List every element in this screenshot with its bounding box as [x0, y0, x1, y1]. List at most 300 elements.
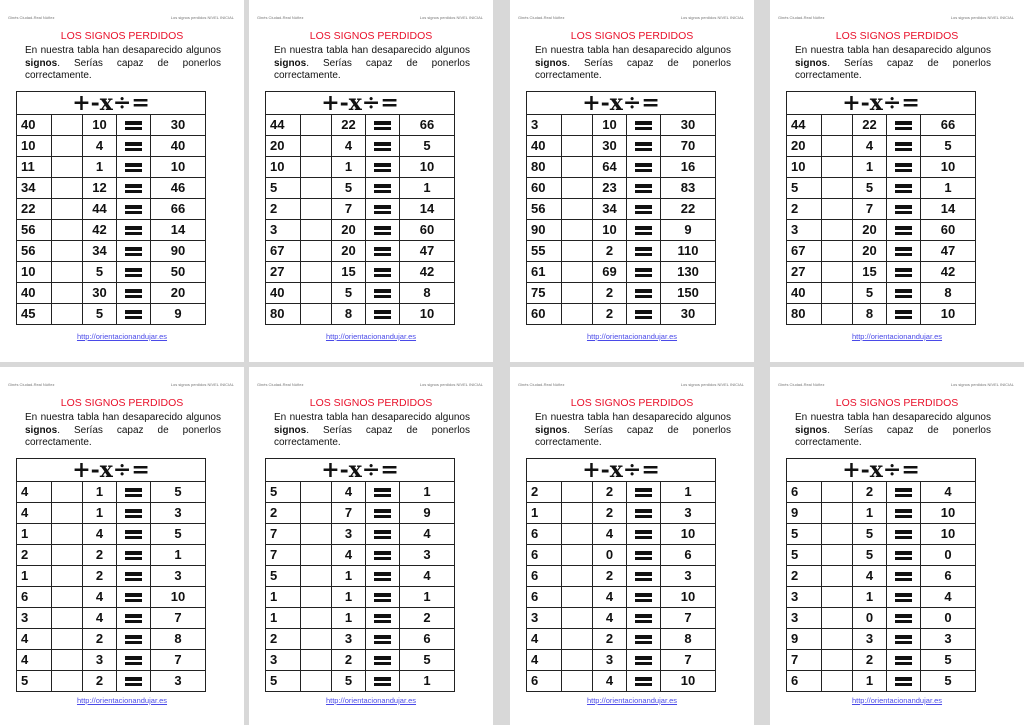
equals-icon: [635, 676, 652, 687]
header-doc-name: Los signos perdidos NIVEL INICIAL: [680, 382, 744, 387]
operand-2: 2: [853, 650, 887, 671]
equals-icon: [125, 550, 142, 561]
equals-icon: [895, 487, 912, 498]
instructions-bold: signos: [535, 57, 568, 69]
missing-sign-cell[interactable]: [562, 304, 593, 325]
operand-1: 5: [266, 482, 301, 503]
missing-sign-cell[interactable]: [301, 524, 332, 545]
table-row: [527, 262, 716, 283]
result: 5: [151, 482, 206, 503]
missing-sign-cell[interactable]: [822, 304, 853, 325]
operand-1: 5: [787, 545, 822, 566]
result: 10: [151, 587, 206, 608]
equals-cell: [627, 524, 661, 545]
worksheet-page[interactable]: [0, 367, 244, 725]
header-author: Ginés Ciudad-Real Núñez: [257, 15, 304, 20]
equals-cell: [887, 482, 921, 503]
website-link[interactable]: http://orientacionandujar.es: [586, 696, 678, 705]
operand-1: 4: [527, 629, 562, 650]
missing-sign-cell[interactable]: [562, 220, 593, 241]
missing-sign-cell[interactable]: [52, 115, 83, 136]
missing-sign-cell[interactable]: [52, 608, 83, 629]
equals-cell: [117, 482, 151, 503]
operand-1: 6: [17, 587, 52, 608]
instructions: [25, 45, 221, 83]
missing-sign-cell[interactable]: [52, 671, 83, 692]
table-row: [17, 262, 206, 283]
result: 8: [661, 629, 716, 650]
worksheet-page[interactable]: [770, 367, 1024, 725]
table-row: [787, 566, 976, 587]
equals-icon: [374, 246, 391, 257]
missing-sign-cell[interactable]: [822, 608, 853, 629]
operand-2: 10: [593, 115, 627, 136]
instructions-text-1: En nuestra tabla han desaparecido algunos: [795, 45, 991, 56]
missing-sign-cell[interactable]: [822, 136, 853, 157]
instructions-text-2: . Serías capaz de ponerlos correctamente.: [535, 57, 731, 81]
missing-sign-cell[interactable]: [562, 241, 593, 262]
worksheet-title: LOS SIGNOS PERDIDOS: [60, 397, 184, 409]
equals-cell: [627, 136, 661, 157]
missing-sign-cell[interactable]: [301, 587, 332, 608]
operand-2: 1: [332, 608, 366, 629]
operator-symbols-header: +-x÷=: [17, 459, 206, 482]
missing-sign-cell[interactable]: [822, 524, 853, 545]
equals-cell: [117, 629, 151, 650]
operand-2: 1: [332, 587, 366, 608]
missing-sign-cell[interactable]: [52, 178, 83, 199]
missing-sign-cell[interactable]: [52, 566, 83, 587]
operand-1: 6: [527, 671, 562, 692]
missing-sign-cell[interactable]: [301, 503, 332, 524]
equals-cell: [117, 671, 151, 692]
equals-cell: [366, 283, 400, 304]
missing-sign-cell[interactable]: [301, 482, 332, 503]
operand-1: 6: [527, 566, 562, 587]
website-link[interactable]: http://orientacionandujar.es: [586, 332, 678, 341]
missing-sign-cell[interactable]: [562, 545, 593, 566]
equals-icon: [635, 183, 652, 194]
result: 42: [400, 262, 455, 283]
missing-sign-cell[interactable]: [301, 262, 332, 283]
website-link[interactable]: http://orientacionandujar.es: [851, 696, 943, 705]
missing-sign-cell[interactable]: [822, 178, 853, 199]
result: 3: [661, 503, 716, 524]
operand-2: 10: [83, 115, 117, 136]
missing-sign-cell[interactable]: [562, 262, 593, 283]
equals-icon: [125, 487, 142, 498]
result: 6: [921, 566, 976, 587]
table-row: [787, 629, 976, 650]
website-link[interactable]: http://orientacionandujar.es: [76, 696, 168, 705]
missing-sign-cell[interactable]: [301, 178, 332, 199]
operand-2: 4: [332, 545, 366, 566]
instructions-text-2: . Serías capaz de ponerlos correctamente.: [274, 424, 470, 448]
missing-sign-cell[interactable]: [822, 157, 853, 178]
missing-sign-cell[interactable]: [301, 650, 332, 671]
worksheet-page[interactable]: [249, 367, 493, 725]
missing-sign-cell[interactable]: [52, 262, 83, 283]
missing-sign-cell[interactable]: [301, 283, 332, 304]
instructions-text-1: En nuestra tabla han desaparecido algunos: [795, 412, 991, 423]
table-row: [787, 283, 976, 304]
table-row: [787, 241, 976, 262]
equals-icon: [635, 613, 652, 624]
worksheet-page[interactable]: [510, 367, 754, 725]
result: 50: [151, 262, 206, 283]
result: 6: [400, 629, 455, 650]
result: 10: [921, 503, 976, 524]
operand-2: 20: [332, 241, 366, 262]
worksheet-page[interactable]: [249, 0, 493, 362]
operator-symbols-header: +-x÷=: [787, 92, 976, 115]
operand-2: 0: [853, 608, 887, 629]
equals-cell: [627, 608, 661, 629]
equals-cell: [887, 241, 921, 262]
equals-cell: [117, 157, 151, 178]
operand-1: 80: [787, 304, 822, 325]
operand-1: 61: [527, 262, 562, 283]
equals-cell: [887, 283, 921, 304]
equals-cell: [627, 482, 661, 503]
result: 66: [400, 115, 455, 136]
equals-cell: [117, 650, 151, 671]
table-row: [266, 283, 455, 304]
instructions-bold: signos: [535, 424, 568, 436]
table-row: [17, 304, 206, 325]
table-row: [266, 304, 455, 325]
result: 10: [661, 671, 716, 692]
missing-sign-cell[interactable]: [301, 304, 332, 325]
table-row: [787, 671, 976, 692]
table-row: [787, 157, 976, 178]
missing-sign-cell[interactable]: [301, 545, 332, 566]
equals-icon: [125, 613, 142, 624]
missing-sign-cell[interactable]: [301, 241, 332, 262]
website-link[interactable]: http://orientacionandujar.es: [851, 332, 943, 341]
missing-sign-cell[interactable]: [822, 482, 853, 503]
operand-2: 22: [853, 115, 887, 136]
missing-sign-cell[interactable]: [822, 566, 853, 587]
equals-cell: [117, 503, 151, 524]
missing-sign-cell[interactable]: [562, 199, 593, 220]
equals-cell: [627, 283, 661, 304]
operand-2: 20: [332, 220, 366, 241]
missing-sign-cell[interactable]: [301, 671, 332, 692]
operand-1: 75: [527, 283, 562, 304]
missing-sign-cell[interactable]: [52, 220, 83, 241]
missing-sign-cell[interactable]: [822, 671, 853, 692]
missing-sign-cell[interactable]: [822, 115, 853, 136]
missing-sign-cell[interactable]: [52, 503, 83, 524]
operator-symbols-header: +-x÷=: [527, 92, 716, 115]
table-row: [266, 629, 455, 650]
equals-cell: [366, 482, 400, 503]
missing-sign-cell[interactable]: [52, 304, 83, 325]
operand-2: 20: [853, 220, 887, 241]
missing-sign-cell[interactable]: [301, 136, 332, 157]
header-doc-name: Los signos perdidos NIVEL INICIAL: [419, 15, 483, 20]
equals-icon: [374, 634, 391, 645]
instructions-bold: signos: [25, 424, 58, 436]
equals-icon: [374, 676, 391, 687]
result: 4: [400, 566, 455, 587]
table-row: [266, 220, 455, 241]
instructions-bold: signos: [274, 57, 307, 69]
worksheet-page[interactable]: [770, 0, 1024, 362]
table-row: [787, 650, 976, 671]
signs-table: [265, 91, 455, 325]
missing-sign-cell[interactable]: [822, 650, 853, 671]
result: 7: [661, 608, 716, 629]
result: 14: [400, 199, 455, 220]
instructions-text-2: . Serías capaz de ponerlos correctamente.: [25, 57, 221, 81]
worksheet-page[interactable]: [510, 0, 754, 362]
missing-sign-cell[interactable]: [562, 136, 593, 157]
table-row: [17, 482, 206, 503]
missing-sign-cell[interactable]: [562, 650, 593, 671]
missing-sign-cell[interactable]: [562, 608, 593, 629]
table-row: [266, 157, 455, 178]
header-author: Ginés Ciudad-Real Núñez: [518, 382, 565, 387]
equals-cell: [117, 136, 151, 157]
operand-1: 6: [527, 524, 562, 545]
equals-cell: [887, 503, 921, 524]
equals-cell: [627, 178, 661, 199]
equals-cell: [117, 178, 151, 199]
equals-cell: [627, 566, 661, 587]
operand-1: 44: [266, 115, 301, 136]
instructions-text-2: . Serías capaz de ponerlos correctamente.: [25, 424, 221, 448]
operand-2: 1: [853, 503, 887, 524]
missing-sign-cell[interactable]: [301, 608, 332, 629]
missing-sign-cell[interactable]: [52, 241, 83, 262]
operand-2: 2: [853, 482, 887, 503]
operand-2: 1: [83, 482, 117, 503]
equals-cell: [366, 587, 400, 608]
equals-cell: [366, 671, 400, 692]
table-row: [527, 136, 716, 157]
missing-sign-cell[interactable]: [52, 482, 83, 503]
equals-cell: [117, 566, 151, 587]
operand-1: 11: [17, 157, 52, 178]
worksheet-page[interactable]: [0, 0, 244, 362]
operand-2: 2: [593, 304, 627, 325]
missing-sign-cell[interactable]: [822, 629, 853, 650]
operand-2: 5: [332, 671, 366, 692]
instructions-text-1: En nuestra tabla han desaparecido algunos: [535, 45, 731, 56]
equals-icon: [635, 487, 652, 498]
operand-1: 6: [527, 545, 562, 566]
equals-icon: [374, 550, 391, 561]
equals-cell: [887, 304, 921, 325]
missing-sign-cell[interactable]: [822, 220, 853, 241]
operand-1: 44: [787, 115, 822, 136]
table-row: [17, 587, 206, 608]
table-row: [527, 220, 716, 241]
instructions-text-2: . Serías capaz de ponerlos correctamente.: [795, 57, 991, 81]
operand-1: 1: [17, 566, 52, 587]
operand-1: 3: [787, 587, 822, 608]
operand-1: 6: [527, 587, 562, 608]
operand-2: 5: [83, 262, 117, 283]
missing-sign-cell[interactable]: [52, 157, 83, 178]
equals-cell: [887, 566, 921, 587]
table-row: [266, 608, 455, 629]
operand-1: 1: [266, 587, 301, 608]
operand-1: 2: [266, 199, 301, 220]
equals-cell: [117, 262, 151, 283]
missing-sign-cell[interactable]: [562, 283, 593, 304]
table-row: [527, 283, 716, 304]
operand-1: 60: [527, 304, 562, 325]
operand-1: 4: [527, 650, 562, 671]
missing-sign-cell[interactable]: [562, 566, 593, 587]
missing-sign-cell[interactable]: [301, 115, 332, 136]
equals-cell: [117, 115, 151, 136]
equals-cell: [627, 545, 661, 566]
equals-icon: [125, 225, 142, 236]
missing-sign-cell[interactable]: [301, 566, 332, 587]
table-row: [17, 241, 206, 262]
equals-cell: [366, 304, 400, 325]
website-link[interactable]: http://orientacionandujar.es: [325, 696, 417, 705]
operand-1: 1: [17, 524, 52, 545]
equals-cell: [887, 115, 921, 136]
missing-sign-cell[interactable]: [52, 629, 83, 650]
equals-icon: [895, 141, 912, 152]
table-row: [17, 115, 206, 136]
instructions-text-2: . Serías capaz de ponerlos correctamente.: [795, 424, 991, 448]
result: 10: [400, 304, 455, 325]
missing-sign-cell[interactable]: [562, 629, 593, 650]
table-row: [266, 503, 455, 524]
result: 1: [400, 178, 455, 199]
signs-table: [786, 91, 976, 325]
equals-icon: [895, 246, 912, 257]
missing-sign-cell[interactable]: [822, 199, 853, 220]
result: 30: [661, 115, 716, 136]
missing-sign-cell[interactable]: [822, 503, 853, 524]
result: 14: [151, 220, 206, 241]
instructions: [795, 45, 991, 83]
equals-cell: [366, 241, 400, 262]
equals-cell: [627, 262, 661, 283]
missing-sign-cell[interactable]: [562, 524, 593, 545]
result: 90: [151, 241, 206, 262]
missing-sign-cell[interactable]: [562, 178, 593, 199]
missing-sign-cell[interactable]: [301, 199, 332, 220]
missing-sign-cell[interactable]: [562, 671, 593, 692]
missing-sign-cell[interactable]: [562, 157, 593, 178]
signs-table: [265, 458, 455, 692]
result: 10: [921, 304, 976, 325]
missing-sign-cell[interactable]: [52, 545, 83, 566]
missing-sign-cell[interactable]: [562, 482, 593, 503]
missing-sign-cell[interactable]: [822, 262, 853, 283]
operand-1: 45: [17, 304, 52, 325]
result: 3: [151, 671, 206, 692]
table-row: [527, 157, 716, 178]
table-row: [17, 629, 206, 650]
missing-sign-cell[interactable]: [52, 283, 83, 304]
table-row: [527, 178, 716, 199]
table-row: [266, 199, 455, 220]
equals-icon: [374, 204, 391, 215]
equals-icon: [895, 613, 912, 624]
equals-cell: [366, 524, 400, 545]
result: 46: [151, 178, 206, 199]
operand-2: 2: [83, 629, 117, 650]
table-row: [266, 178, 455, 199]
operand-2: 7: [853, 199, 887, 220]
instructions-bold: signos: [25, 57, 58, 69]
operand-1: 40: [17, 283, 52, 304]
missing-sign-cell[interactable]: [822, 241, 853, 262]
operand-1: 27: [787, 262, 822, 283]
instructions: [795, 412, 991, 450]
missing-sign-cell[interactable]: [822, 587, 853, 608]
equals-icon: [635, 288, 652, 299]
equals-cell: [366, 157, 400, 178]
result: 8: [921, 283, 976, 304]
equals-icon: [125, 162, 142, 173]
header-doc-name: Los signos perdidos NIVEL INICIAL: [170, 15, 234, 20]
table-row: [266, 524, 455, 545]
missing-sign-cell[interactable]: [562, 587, 593, 608]
missing-sign-cell[interactable]: [822, 283, 853, 304]
operand-1: 3: [17, 608, 52, 629]
missing-sign-cell[interactable]: [301, 629, 332, 650]
operand-1: 90: [527, 220, 562, 241]
operand-2: 1: [853, 671, 887, 692]
equals-icon: [635, 508, 652, 519]
missing-sign-cell[interactable]: [562, 115, 593, 136]
missing-sign-cell[interactable]: [52, 136, 83, 157]
operand-2: 12: [83, 178, 117, 199]
missing-sign-cell[interactable]: [52, 587, 83, 608]
website-link[interactable]: http://orientacionandujar.es: [325, 332, 417, 341]
operand-2: 20: [853, 241, 887, 262]
operand-2: 4: [593, 524, 627, 545]
result: 66: [921, 115, 976, 136]
result: 83: [661, 178, 716, 199]
operand-1: 80: [527, 157, 562, 178]
missing-sign-cell[interactable]: [562, 503, 593, 524]
missing-sign-cell[interactable]: [822, 545, 853, 566]
operand-2: 23: [593, 178, 627, 199]
result: 22: [661, 199, 716, 220]
website-link[interactable]: http://orientacionandujar.es: [76, 332, 168, 341]
missing-sign-cell[interactable]: [52, 650, 83, 671]
operand-1: 6: [787, 671, 822, 692]
missing-sign-cell[interactable]: [52, 524, 83, 545]
missing-sign-cell[interactable]: [301, 220, 332, 241]
equals-cell: [627, 115, 661, 136]
missing-sign-cell[interactable]: [301, 157, 332, 178]
missing-sign-cell[interactable]: [52, 199, 83, 220]
table-row: [17, 220, 206, 241]
operand-1: 3: [787, 608, 822, 629]
operand-1: 3: [527, 608, 562, 629]
equals-cell: [627, 304, 661, 325]
equals-cell: [887, 136, 921, 157]
equals-icon: [895, 508, 912, 519]
signs-table: [526, 91, 716, 325]
result: 70: [661, 136, 716, 157]
operand-1: 6: [787, 482, 822, 503]
operand-1: 34: [17, 178, 52, 199]
